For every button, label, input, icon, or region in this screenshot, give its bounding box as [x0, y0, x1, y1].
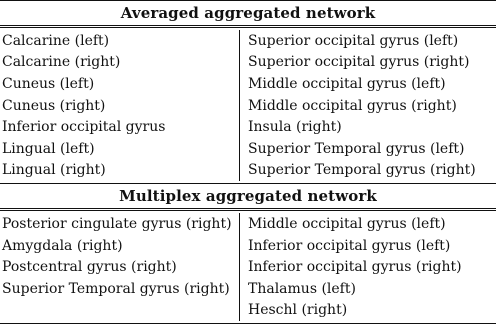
- bottom-rule: [0, 323, 496, 324]
- right-cell: Inferior occipital gyrus (left): [248, 237, 451, 254]
- right-cell: Superior Temporal gyrus (right): [248, 162, 476, 179]
- table-row: [0, 95, 496, 117]
- left-cell: Calcarine (right): [0, 52, 240, 74]
- table-row: [0, 160, 496, 182]
- left-cell: Superior Temporal gyrus (right): [0, 278, 240, 300]
- right-cell: Middle occipital gyrus (right): [248, 97, 457, 114]
- averaged-rows: [0, 28, 496, 183]
- left-cell: Lingual (right): [0, 160, 240, 182]
- right-cell: Insula (right): [248, 119, 342, 136]
- table-row: [0, 138, 496, 160]
- left-cell: Lingual (left): [0, 138, 240, 160]
- right-cell: Superior occipital gyrus (right): [248, 54, 470, 71]
- table-row: [0, 52, 496, 74]
- averaged-section-title: Averaged aggregated network: [120, 4, 376, 22]
- table-row: [0, 278, 496, 300]
- table-row: [0, 213, 496, 235]
- table-row: [0, 256, 496, 278]
- right-cell: Superior Temporal gyrus (left): [248, 140, 465, 157]
- right-cell: Middle occipital gyrus (left): [248, 215, 446, 232]
- table-row: [0, 235, 496, 257]
- table-row: [0, 300, 496, 322]
- right-cell: Middle occipital gyrus (left): [248, 75, 446, 92]
- right-cell: Thalamus (left): [248, 280, 356, 297]
- multiplex-rows: [0, 211, 496, 323]
- right-cell: Heschl (right): [248, 302, 348, 319]
- left-cell: Posterior cingulate gyrus (right): [0, 213, 240, 235]
- left-cell: Amygdala (right): [0, 235, 240, 257]
- table-row: [0, 116, 496, 138]
- left-cell: Cuneus (left): [0, 73, 240, 95]
- table-row: [0, 73, 496, 95]
- left-cell: Postcentral gyrus (right): [0, 256, 240, 278]
- multiplex-section-title: Multiplex aggregated network: [119, 187, 377, 206]
- left-cell: Cuneus (right): [0, 95, 240, 117]
- left-cell: Inferior occipital gyrus: [0, 116, 240, 138]
- left-cell: [0, 300, 240, 322]
- left-cell: Calcarine (left): [0, 30, 240, 52]
- right-cell: Superior occipital gyrus (left): [248, 32, 459, 49]
- right-cell: Inferior occipital gyrus (right): [248, 259, 462, 276]
- table-row: [0, 30, 496, 52]
